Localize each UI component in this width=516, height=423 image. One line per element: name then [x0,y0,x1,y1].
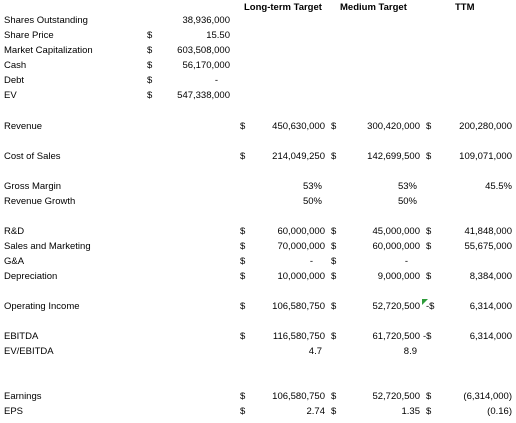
value-cost-of-sales-lt[interactable]: 214,049,250 [272,151,325,162]
value-debt[interactable]: - [214,75,218,86]
label-operating-income[interactable]: Operating Income [4,301,80,312]
dollar-share-price: $ [147,30,153,41]
label-cost-of-sales[interactable]: Cost of Sales [4,151,61,162]
value-revenue-md[interactable]: 300,420,000 [367,121,420,132]
dollar-market-cap: $ [147,45,153,56]
dollar-operating-income-lt: $ [240,301,246,312]
value-sales-and-marketing-md[interactable]: 60,000,000 [372,241,420,252]
value-eps-md[interactable]: 1.35 [401,406,420,417]
value-eps-lt[interactable]: 2.74 [306,406,325,417]
dollar-earnings-md: $ [331,391,337,402]
label-earnings[interactable]: Earnings [4,391,42,402]
dollar-depreciation-ttm: $ [426,271,432,282]
value-cost-of-sales-md[interactable]: 142,699,500 [367,151,420,162]
value-cost-of-sales-ttm[interactable]: 109,071,000 [459,151,512,162]
value-operating-income-lt[interactable]: 106,580,750 [272,301,325,312]
dollar-operating-income-ttm: -$ [426,301,435,312]
value-g-and-a-md[interactable]: - [404,256,408,267]
label-shares-outstanding[interactable]: Shares Outstanding [4,15,88,26]
value-r-and-d-ttm[interactable]: 41,848,000 [464,226,512,237]
dollar-earnings-lt: $ [240,391,246,402]
value-depreciation-lt[interactable]: 10,000,000 [277,271,325,282]
value-revenue-growth-lt[interactable]: 50% [302,196,322,207]
dollar-r-and-d-ttm: $ [426,226,432,237]
header-ttm[interactable]: TTM [455,2,475,13]
dollar-earnings-ttm: $ [426,391,432,402]
value-ebitda-md[interactable]: 61,720,500 [372,331,420,342]
dollar-cash: $ [147,60,153,71]
label-revenue-growth[interactable]: Revenue Growth [4,196,76,207]
value-ebitda-ttm[interactable]: 6,314,000 [469,331,512,342]
dollar-ebitda-ttm: -$ [423,331,432,342]
value-cash[interactable]: 56,170,000 [182,60,230,71]
label-r-and-d[interactable]: R&D [4,226,25,237]
dollar-revenue-ttm: $ [426,121,432,132]
dollar-ev: $ [147,90,153,101]
value-share-price[interactable]: 15.50 [206,30,230,41]
label-g-and-a[interactable]: G&A [4,256,25,267]
value-gross-margin-ttm[interactable]: 45.5% [485,181,512,192]
value-operating-income-ttm[interactable]: 6,314,000 [469,301,512,312]
value-earnings-md[interactable]: 52,720,500 [372,391,420,402]
label-ev[interactable]: EV [4,90,17,101]
value-sales-and-marketing-lt[interactable]: 70,000,000 [277,241,325,252]
header-medium[interactable]: Medium Target [340,2,407,13]
value-operating-income-md[interactable]: 52,720,500 [372,301,420,312]
dollar-eps-ttm: $ [426,406,432,417]
value-market-cap[interactable]: 603,508,000 [177,45,230,56]
value-r-and-d-md[interactable]: 45,000,000 [372,226,420,237]
dollar-eps-lt: $ [240,406,246,417]
label-revenue[interactable]: Revenue [4,121,43,132]
dollar-sales-and-marketing-lt: $ [240,241,246,252]
dollar-eps-md: $ [331,406,337,417]
value-ev-ebitda-md[interactable]: 8.9 [403,346,417,357]
value-earnings-ttm[interactable]: (6,314,000) [463,391,512,402]
value-gross-margin-md[interactable]: 53% [397,181,417,192]
dollar-sales-and-marketing-md: $ [331,241,337,252]
value-depreciation-md[interactable]: 9,000,000 [377,271,420,282]
dollar-sales-and-marketing-ttm: $ [426,241,432,252]
value-earnings-lt[interactable]: 106,580,750 [272,391,325,402]
value-g-and-a-lt[interactable]: - [309,256,313,267]
dollar-g-and-a-lt: $ [240,256,246,267]
label-debt[interactable]: Debt [4,75,25,86]
label-share-price[interactable]: Share Price [4,30,54,41]
value-ebitda-lt[interactable]: 116,580,750 [272,331,325,342]
value-sales-and-marketing-ttm[interactable]: 55,675,000 [464,241,512,252]
dollar-ebitda-md: $ [331,331,337,342]
label-cash[interactable]: Cash [4,60,27,71]
label-sales-and-marketing[interactable]: Sales and Marketing [4,241,91,252]
value-revenue-growth-md[interactable]: 50% [397,196,417,207]
label-market-cap[interactable]: Market Capitalization [4,45,93,56]
value-ev-ebitda-lt[interactable]: 4.7 [308,346,322,357]
value-gross-margin-lt[interactable]: 53% [302,181,322,192]
dollar-r-and-d-lt: $ [240,226,246,237]
dollar-revenue-md: $ [331,121,337,132]
dollar-cost-of-sales-lt: $ [240,151,246,162]
label-gross-margin[interactable]: Gross Margin [4,181,62,192]
label-ev-ebitda[interactable]: EV/EBITDA [4,346,54,357]
dollar-debt: $ [147,75,153,86]
value-revenue-ttm[interactable]: 200,280,000 [459,121,512,132]
value-depreciation-ttm[interactable]: 8,384,000 [469,271,512,282]
dollar-g-and-a-md: $ [331,256,337,267]
dollar-ebitda-lt: $ [240,331,246,342]
dollar-depreciation-lt: $ [240,271,246,282]
dollar-cost-of-sales-ttm: $ [426,151,432,162]
label-ebitda[interactable]: EBITDA [4,331,39,342]
value-ev[interactable]: 547,338,000 [177,90,230,101]
dollar-revenue-lt: $ [240,121,246,132]
dollar-operating-income-md: $ [331,301,337,312]
dollar-r-and-d-md: $ [331,226,337,237]
value-shares-outstanding[interactable]: 38,936,000 [182,15,230,26]
value-revenue-lt[interactable]: 450,630,000 [272,121,325,132]
label-depreciation[interactable]: Depreciation [4,271,58,282]
value-r-and-d-lt[interactable]: 60,000,000 [277,226,325,237]
label-eps[interactable]: EPS [4,406,24,417]
dollar-cost-of-sales-md: $ [331,151,337,162]
header-long-term[interactable]: Long-term Target [244,2,322,13]
value-eps-ttm[interactable]: (0.16) [487,406,512,417]
dollar-depreciation-md: $ [331,271,337,282]
